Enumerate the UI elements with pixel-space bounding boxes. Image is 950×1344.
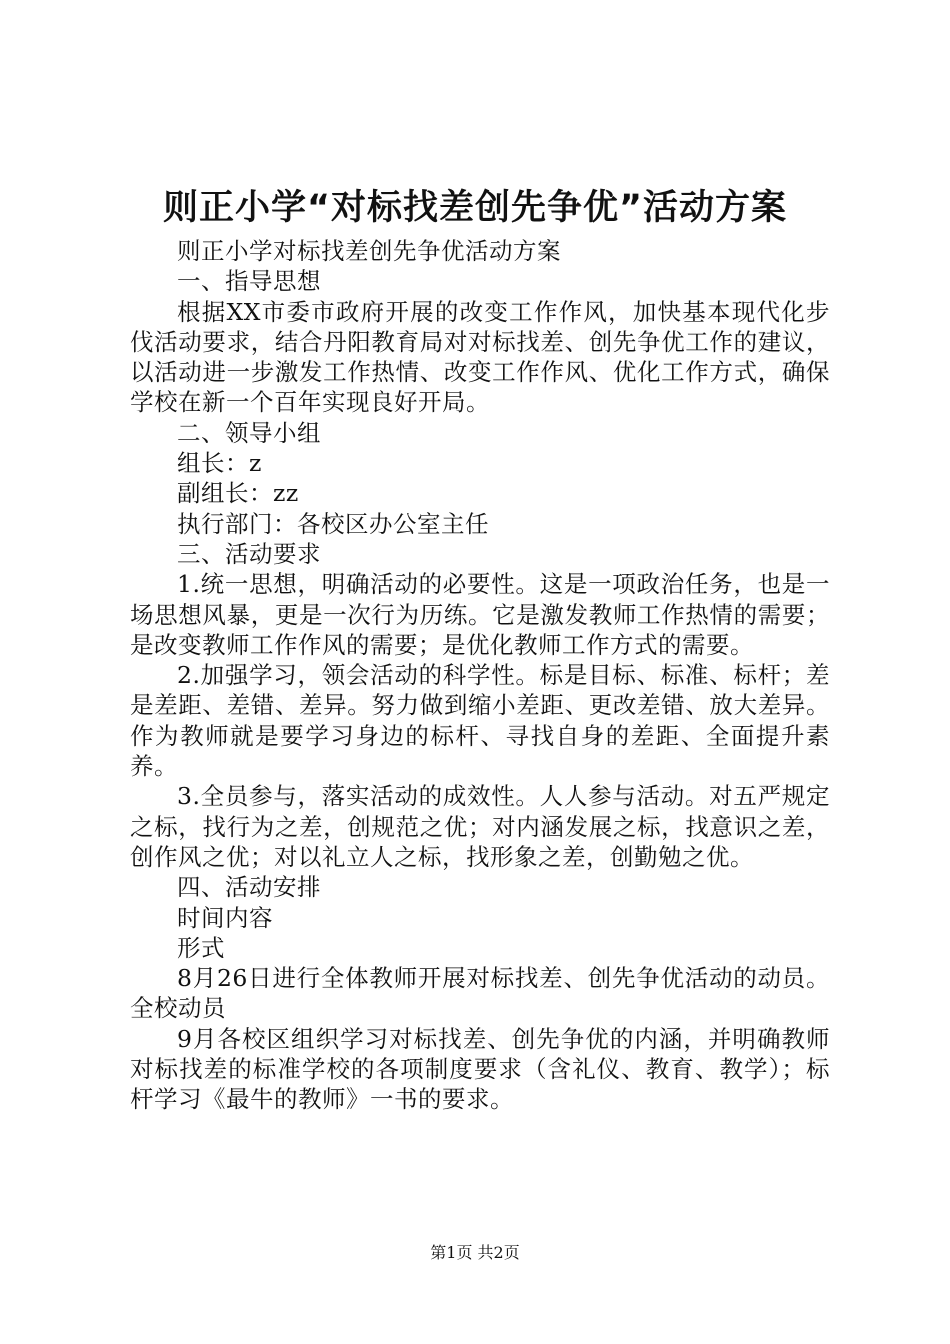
document-title: 则正小学“对标找差创先争优”活动方案 [162,188,787,228]
section-heading-leadership-group: 二、领导小组 [177,418,321,447]
paragraph-group-leader: 组长：z [177,449,262,478]
section-heading-activity-requirements: 三、活动要求 [177,539,321,568]
section-heading-activity-arrangement: 四、活动安排 [177,873,321,902]
paragraph-guiding-ideology: 根据XX市委市政府开展的改变工作作风，加快基本现代化步伐活动要求，结合丹阳教育局对对标找差、创先争优工作的建议，以活动进一步激发工作热情、改变工作作风、优化工作方式，确保学校在新一个百年实现良好开局。 [130,297,830,417]
paragraph-form: 形式 [177,933,225,962]
paragraph-requirement-1: 1.统一思想，明确活动的必要性。这是一项政治任务，也是一场思想风暴，更是一次行为历练。它是激发教师工作热情的需要；是改变教师工作作风的需要；是优化教师工作方式的需要。 [130,570,830,659]
page-footer: 第1页 共2页 [430,1243,520,1262]
paragraph-requirement-3: 3.全员参与，落实活动的成效性。人人参与活动。对五严规定之标，找行为之差，创规范之优；对内涵发展之标，找意识之差，创作风之优；对以礼立人之标，找形象之差，创勤勉之优。 [130,782,830,871]
paragraph-august-mobilization: 8月26日进行全体教师开展对标找差、创先争优活动的动员。全校动员 [130,964,830,1023]
paragraph-deputy-leader: 副组长：zz [177,479,299,508]
document-body [130,236,830,1115]
section-heading-guiding-ideology: 一、指导思想 [177,267,321,296]
paragraph-executive-department: 执行部门：各校区办公室主任 [177,509,489,538]
paragraph-september-study: 9月各校区组织学习对标找差、创先争优的内涵，并明确教师对标找差的标准学校的各项制度要求（含礼仪、教育、教学）；标杆学习《最牛的教师》一书的要求。 [130,1024,830,1114]
paragraph-requirement-2: 2.加强学习，领会活动的科学性。标是目标、标准、标杆；差是差距、差错、差异。努力做到缩小差距、更改差错、放大差异。作为教师就是要学习身边的标杆、寻找自身的差距、全面提升素养。 [130,661,830,781]
paragraph-time-content: 时间内容 [177,903,273,932]
paragraph-subtitle: 则正小学对标找差创先争优活动方案 [177,237,561,265]
